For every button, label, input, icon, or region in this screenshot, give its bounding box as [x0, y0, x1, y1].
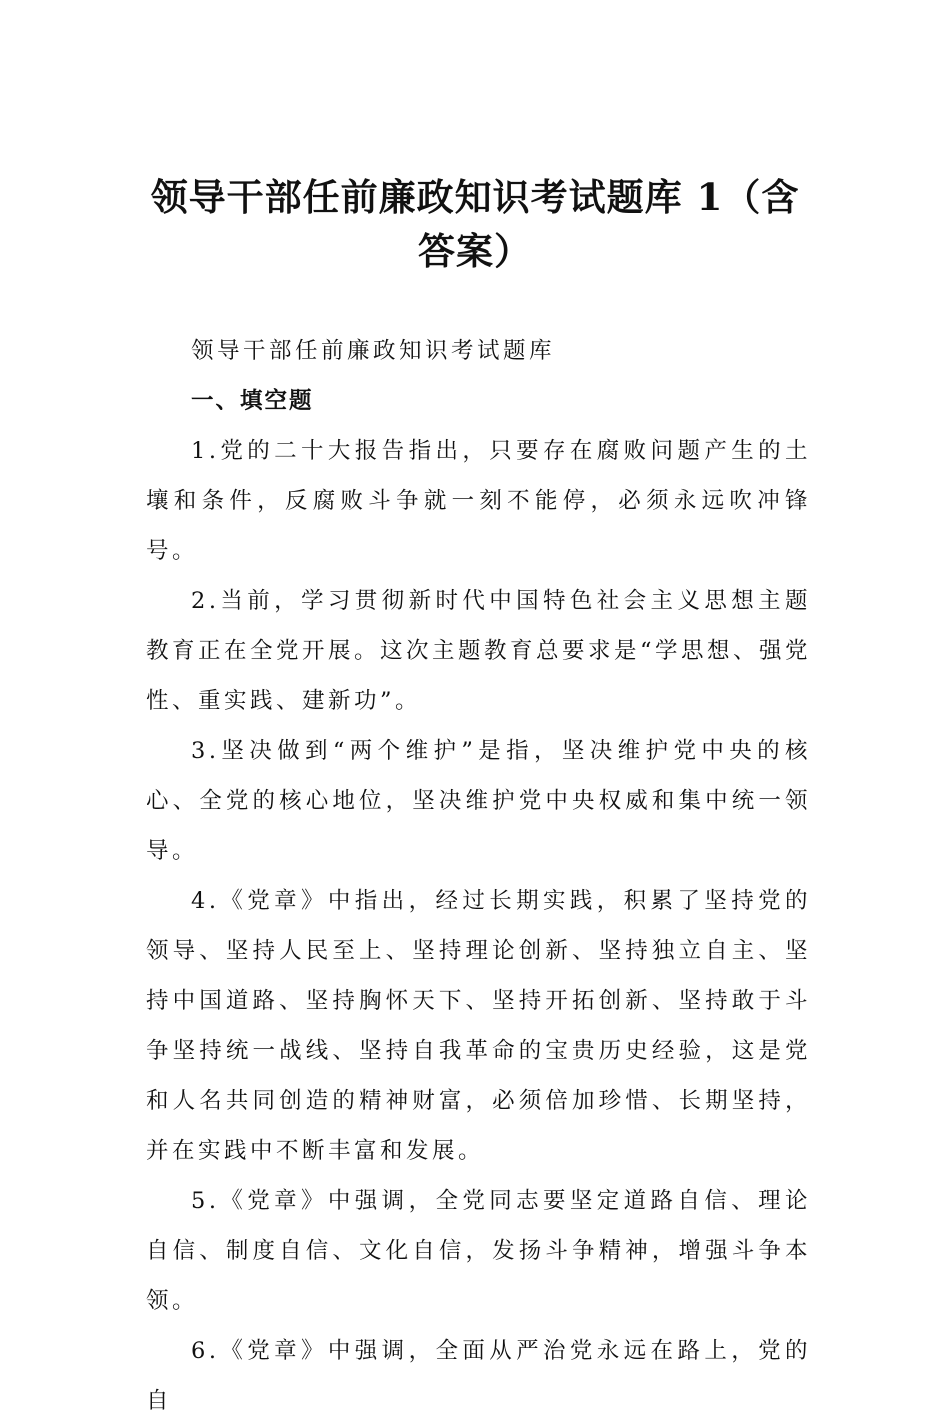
- paragraph-6: 6.《党章》中强调，全面从严治党永远在路上，党的自: [146, 1338, 811, 1414]
- paragraph-5: 5.《党章》中强调，全党同志要坚定道路自信、理论自信、制度自信、文化自信，发扬斗争精神，增强斗争本领。: [146, 1188, 811, 1314]
- document-title: 领导干部任前廉政知识考试题库 1（含答案）: [150, 175, 800, 273]
- section-heading: 一、填空题: [191, 388, 314, 414]
- paragraph-2: 2.当前，学习贯彻新时代中国特色社会主义思想主题教育正在全党开展。这次主题教育总要求是“学思想、强党性、重实践、建新功”。: [146, 588, 812, 714]
- document-subtitle: 领导干部任前廉政知识考试题库: [191, 338, 556, 364]
- paragraph-4: 4.《党章》中指出，经过长期实践，积累了坚持党的领导、坚持人民至上、坚持理论创新、坚持独立自主、坚持中国道路、坚持胸怀天下、坚持开拓创新、坚持敢于斗争坚持统一战线、坚持自我革命的宝贵历史经验，这是党和人名共同创造的精神财富，必须倍加珍惜、长期坚持，并在实践中不断丰富和发展。: [146, 888, 811, 1164]
- document-body: [146, 326, 811, 1426]
- paragraph-3: 3.坚决做到“两个维护”是指，坚决维护党中央的核心、全党的核心地位，坚决维护党中央权威和集中统一领导。: [146, 738, 811, 864]
- paragraph-1: 1.党的二十大报告指出，只要存在腐败问题产生的土壤和条件，反腐败斗争就一刻不能停，必须永远吹冲锋号。: [146, 438, 811, 564]
